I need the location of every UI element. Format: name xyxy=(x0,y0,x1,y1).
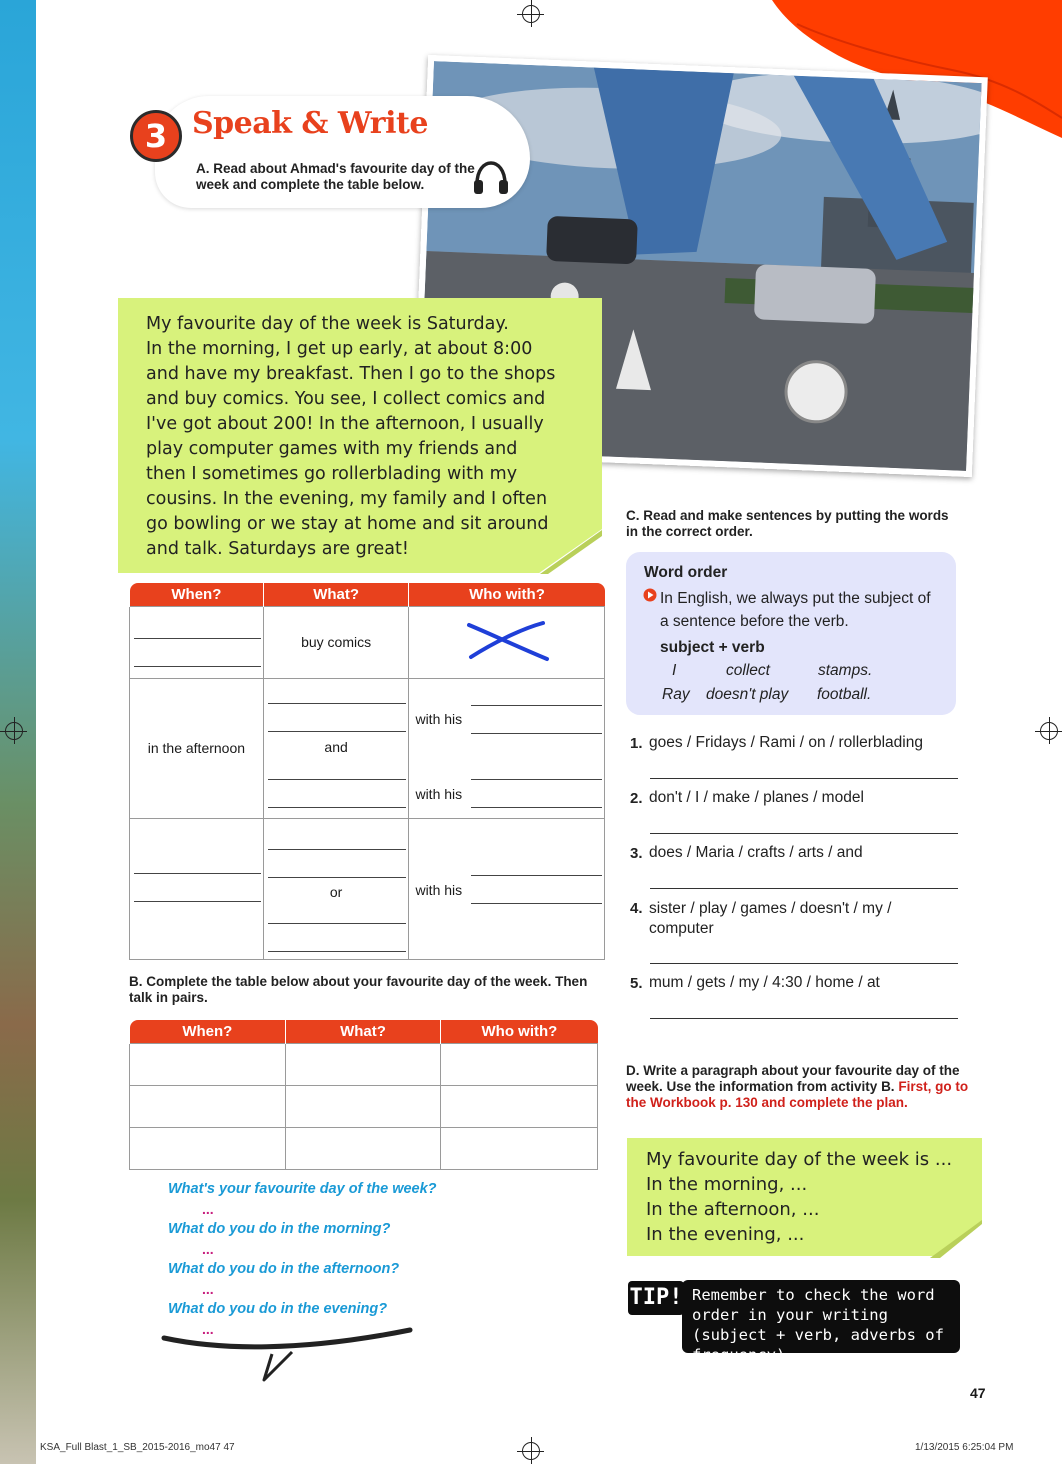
col-header-who: Who with? xyxy=(409,583,605,606)
reading-line: and have my breakfast. Then I go to the shops xyxy=(146,364,556,384)
answer-dots: ... xyxy=(202,1241,214,1257)
col-header-when: When? xyxy=(130,583,264,606)
label-with-his: with his xyxy=(415,710,463,727)
pair-question: What's your favourite day of the week? xyxy=(168,1181,437,1197)
exercise-prompt: goes / Fridays / Rami / on / rollerblading xyxy=(649,734,923,751)
blank-cell[interactable] xyxy=(285,1127,441,1169)
blank-cell[interactable] xyxy=(441,1127,598,1169)
connector-or: or xyxy=(329,883,343,900)
col-header-what: What? xyxy=(285,1020,441,1043)
col-header-what: What? xyxy=(263,583,409,606)
writing-prompt: In the afternoon, ... xyxy=(646,1199,820,1220)
reading-line: cousins. In the evening, my family and I often xyxy=(146,489,548,509)
blank-cell[interactable] xyxy=(263,678,409,818)
blank-cell[interactable] xyxy=(130,1085,286,1127)
answer-line[interactable] xyxy=(650,888,958,889)
registration-mark xyxy=(522,1442,540,1460)
bullet-icon xyxy=(643,588,657,602)
writing-prompt: In the evening, ... xyxy=(646,1224,805,1245)
writing-prompt: In the morning, ... xyxy=(646,1174,808,1195)
answer-dots: ... xyxy=(202,1321,214,1337)
reading-line: In the morning, I get up early, at about 8:00 xyxy=(146,339,533,359)
instruction-d-text: D. Write a paragraph about your favourite day of the week. Use the information from activity B. xyxy=(626,1063,960,1094)
registration-mark xyxy=(1040,722,1058,740)
bleed-edge xyxy=(36,0,37,1464)
reading-line: play computer games with my friends and xyxy=(146,439,518,459)
blank-cell[interactable] xyxy=(130,1043,286,1085)
instruction-c: C. Read and make sentences by putting the words in the correct order. xyxy=(626,508,949,539)
footer-timestamp: 1/13/2015 6:25:04 PM xyxy=(915,1442,1014,1453)
answer-dots: ... xyxy=(202,1201,214,1217)
blank-cell[interactable] xyxy=(130,606,264,678)
cross-mark-icon xyxy=(463,619,553,663)
page-number: 47 xyxy=(970,1385,986,1401)
blank-cell[interactable] xyxy=(285,1043,441,1085)
table-a xyxy=(129,583,605,960)
answer-line[interactable] xyxy=(650,963,958,964)
footer-file: KSA_Full Blast_1_SB_2015-2016_mo47 47 xyxy=(40,1442,235,1453)
col-header-when: When? xyxy=(130,1020,286,1043)
reading-line: and buy comics. You see, I collect comics and xyxy=(146,389,546,409)
label-with-his: with his xyxy=(415,881,463,898)
blank-cell[interactable] xyxy=(263,818,409,959)
instruction-b: B. Complete the table below about your favourite day of the week. Then talk in pairs. xyxy=(129,974,588,1005)
answer-line[interactable] xyxy=(650,833,958,834)
writing-prompt: My favourite day of the week is ... xyxy=(646,1149,953,1170)
writing-prompts xyxy=(646,1147,976,1247)
pair-question: What do you do in the evening? xyxy=(168,1301,388,1317)
example-word: doesn't play xyxy=(706,686,789,703)
exercise-number: 2. xyxy=(630,790,643,807)
registration-mark xyxy=(5,722,23,740)
blank-cell[interactable] xyxy=(441,1085,598,1127)
word-order-rule: In English, we always put the subject of a sentence before the verb. xyxy=(660,590,931,630)
answer-line[interactable] xyxy=(650,1018,958,1019)
blank-cell[interactable] xyxy=(285,1085,441,1127)
pair-question: What do you do in the morning? xyxy=(168,1221,391,1237)
example-word: I xyxy=(672,662,677,679)
registration-mark xyxy=(522,5,540,23)
exercise-number: 3. xyxy=(630,845,643,862)
exercise-number: 5. xyxy=(630,975,643,992)
example-word: stamps. xyxy=(818,662,873,679)
blank-cell[interactable] xyxy=(441,1043,598,1085)
exercise-prompt: sister / play / games / doesn't / my / computer xyxy=(649,900,892,937)
section-title: Speak & Write xyxy=(192,106,428,141)
reading-line: then I sometimes go rollerblading with my xyxy=(146,464,518,484)
tip-label: TIP! xyxy=(628,1281,684,1315)
exercise-prompt: mum / gets / my / 4:30 / home / at xyxy=(649,974,880,991)
exercise-number: 4. xyxy=(630,900,643,917)
blank-cell[interactable] xyxy=(130,1127,286,1169)
answer-line[interactable] xyxy=(650,778,958,779)
blank-cell[interactable] xyxy=(409,818,605,959)
reading-line: and talk. Saturdays are great! xyxy=(146,539,409,559)
reading-line: go bowling or we stay at home and sit around xyxy=(146,514,549,534)
instruction-a: A. Read about Ahmad's favourite day of the week and complete the table below. xyxy=(196,161,475,192)
reading-text xyxy=(146,312,592,562)
instruction-d-workbook: First, go to the Workbook p. 130 and complete the plan. xyxy=(626,1079,969,1110)
crossed-cell xyxy=(409,606,605,678)
cell-when: in the afternoon xyxy=(130,678,264,818)
tip-text: Remember to check the word order in your writing (subject + verb, adverbs of frequency). xyxy=(692,1286,944,1364)
col-header-who: Who with? xyxy=(441,1020,598,1043)
exercise-prompt: don't / I / make / planes / model xyxy=(649,789,864,806)
pair-question: What do you do in the afternoon? xyxy=(168,1261,400,1277)
exercise-number: 1. xyxy=(630,735,643,752)
connector-and: and xyxy=(324,738,348,755)
word-order-title: Word order xyxy=(644,564,728,581)
blank-cell[interactable] xyxy=(130,818,264,959)
section-number-badge: 3 xyxy=(130,110,182,162)
exercise-prompt: does / Maria / crafts / arts / and xyxy=(649,844,863,861)
speech-bubble-tail xyxy=(160,1322,415,1382)
reading-line: My favourite day of the week is Saturday. xyxy=(146,314,509,334)
reading-line: I've got about 200! In the afternoon, I usually xyxy=(146,414,544,434)
cell-what: buy comics xyxy=(263,606,409,678)
label-with-his: with his xyxy=(415,785,463,802)
answer-dots: ... xyxy=(202,1281,214,1297)
example-word: football. xyxy=(817,686,872,703)
example-word: Ray xyxy=(662,686,690,703)
word-order-pattern: subject + verb xyxy=(660,639,765,656)
example-word: collect xyxy=(726,662,770,679)
headphones-icon xyxy=(472,160,510,196)
blank-cell[interactable] xyxy=(409,678,605,818)
instruction-d xyxy=(626,1063,971,1111)
table-b xyxy=(129,1020,598,1170)
